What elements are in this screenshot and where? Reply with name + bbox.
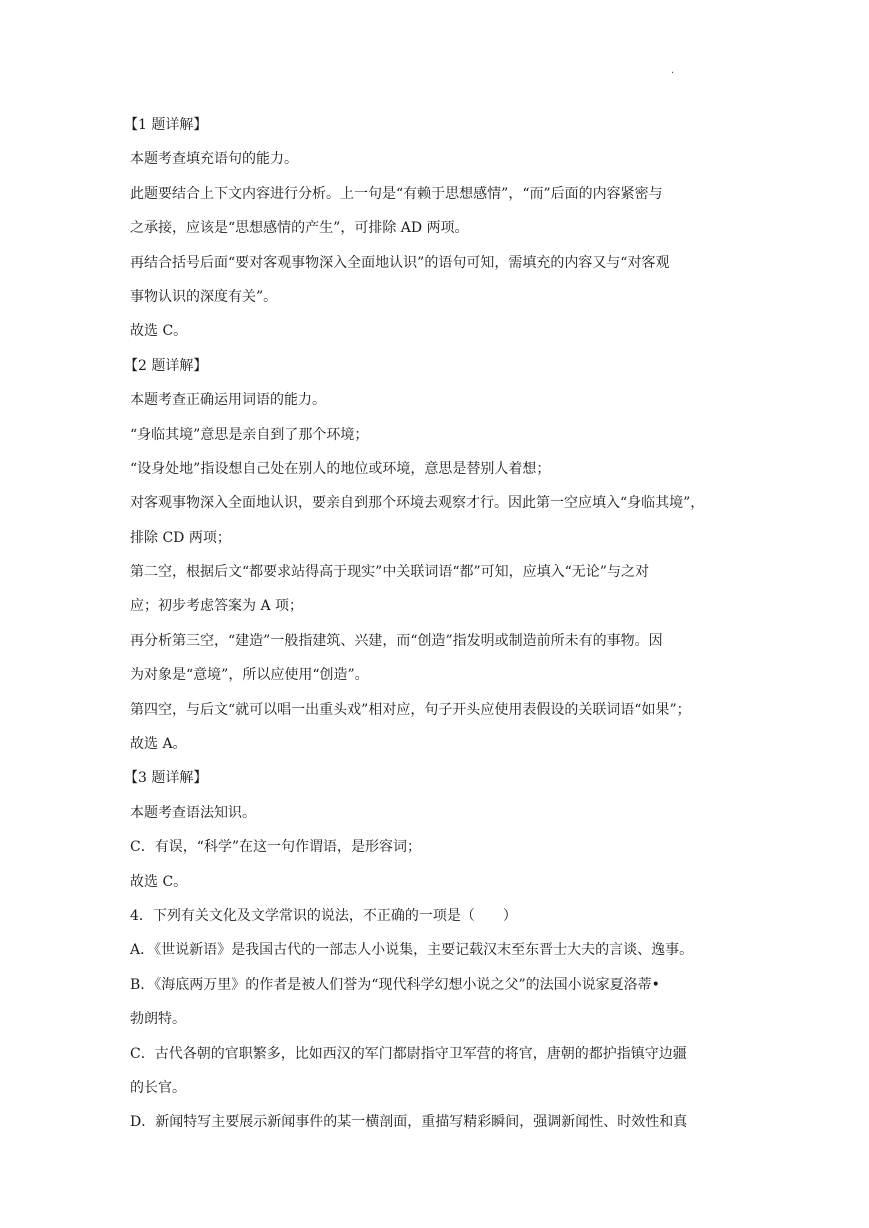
paragraph-line: 之承接，应该是“思想感情的产生”，可排除 AD 两项。	[130, 220, 469, 237]
section-heading-3: 【3 题详解】	[124, 770, 208, 787]
option-c: C．古代各朝的官职繁多，比如西汉的军门都尉指守卫军营的将官，唐朝的都护指镇守边疆	[130, 1045, 687, 1062]
paragraph-line: 第四空，与后文“就可以唱一出重头戏”相对应，句子开头应使用表假设的关联词语“如果”；	[130, 701, 691, 718]
section-heading-2: 【2 题详解】	[124, 357, 208, 374]
paragraph-line: 本题考查填充语句的能力。	[130, 151, 298, 168]
paragraph-line: 再结合括号后面“要对客观事物深入全面地认识”的语句可知，需填充的内容又与“对客观	[130, 254, 670, 271]
paragraph-line: 对客观事物深入全面地认识，要亲自到那个环境去观察才行。因此第一空应填入“身临其境”，	[130, 495, 705, 512]
paragraph-line: 为对象是“意境”，所以应使用“创造”。	[130, 667, 369, 684]
question-stem: 4．下列有关文化及文学常识的说法，不正确的一项是（ ）	[130, 907, 517, 924]
paragraph-line: 此题要结合上下文内容进行分析。上一句是“有赖于思想感情”，“而”后面的内容紧密与	[130, 185, 663, 202]
paragraph-line: 本题考查语法知识。	[130, 804, 256, 821]
paragraph-line: “身临其境”意思是亲自到了那个环境；	[130, 426, 369, 443]
answer-line: 故选 A。	[130, 736, 187, 753]
paragraph-line: 第二空，根据后文“都要求站得高于现实”中关联词语“都”可知，应填入“无论”与之对	[130, 564, 649, 581]
option-d: D．新闻特写主要展示新闻事件的某一横剖面，重描写精彩瞬间，强调新闻性、时效性和真	[130, 1114, 688, 1131]
page-header-dot: .	[671, 65, 675, 76]
section-heading-1: 【1 题详解】	[124, 117, 208, 133]
paragraph-line: “设身处地”指设想自己处在别人的地位或环境，意思是替别人着想；	[130, 460, 551, 477]
option-b: B．《海底两万里》的作者是被人们誉为“现代科学幻想小说之父”的法国小说家夏洛蒂•	[130, 976, 660, 993]
paragraph-line: 再分析第三空，“建造”一般指建筑、兴建，而“创造”指发明或制造前所未有的事物。因	[130, 632, 663, 649]
paragraph-line: 事物认识的深度有关”。	[130, 288, 278, 305]
answer-line: 故选 C。	[130, 873, 188, 890]
option-a: A．《世说新语》是我国古代的一部志人小说集，主要记载汉末至东晋士大夫的言谈、逸事。	[130, 942, 694, 959]
answer-line: 故选 C。	[130, 323, 188, 340]
option-c-continued: 的长官。	[130, 1079, 186, 1096]
document-body	[124, 108, 742, 1140]
option-b-continued: 勃朗特。	[130, 1011, 186, 1028]
paragraph-line: 应；初步考虑答案为 A 项；	[130, 598, 304, 615]
paragraph-line: C．有误，“科学”在这一句作谓语，是形容词；	[130, 839, 422, 856]
paragraph-line: 排除 CD 两项；	[130, 529, 231, 546]
paragraph-line: 本题考查正确运用词语的能力。	[130, 392, 326, 409]
